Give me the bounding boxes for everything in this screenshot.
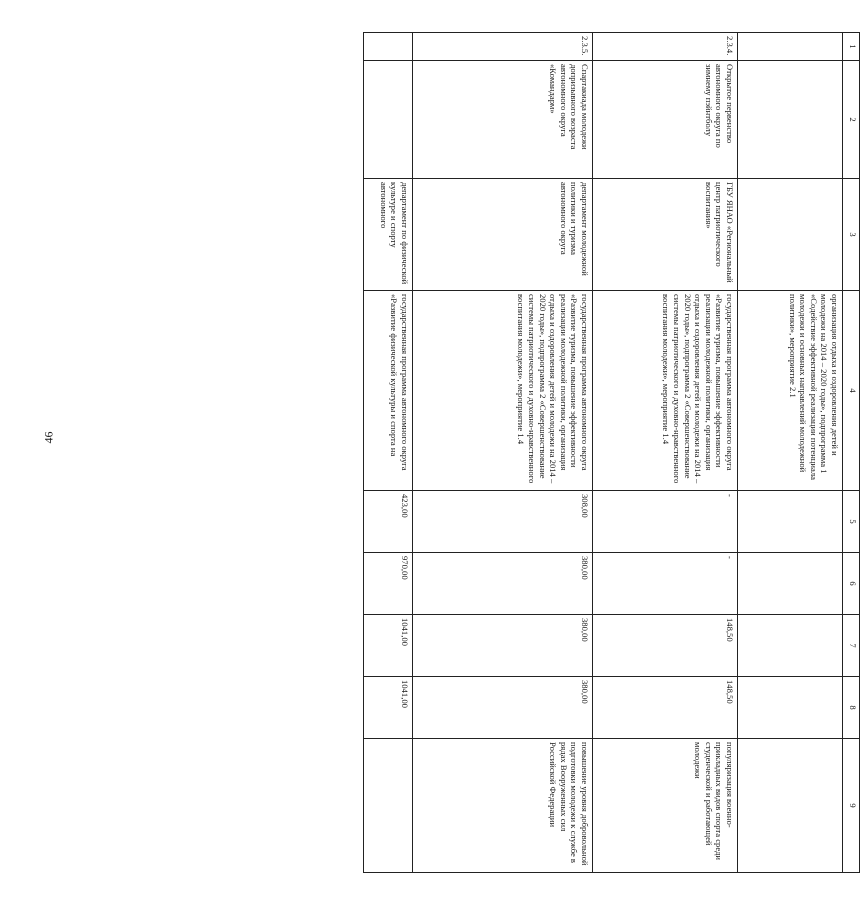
page-number: 46 (41, 431, 56, 444)
col-header-5: 5 (843, 491, 860, 553)
cell-no: 2.3.4. (593, 33, 738, 61)
cell-value-8: 380,00 (413, 677, 593, 739)
col-header-1: 1 (843, 33, 860, 61)
col-header-4: 4 (843, 291, 860, 491)
table-row (593, 33, 738, 873)
cell-result: популяризация военно-прикладных видов спорта среди студенческой и работающей молодежи (593, 739, 738, 873)
cell-value-5: - (593, 491, 738, 553)
table-row (738, 33, 843, 873)
cell-value-5 (738, 491, 843, 553)
table-row (413, 33, 593, 873)
measures-table (363, 32, 860, 873)
cell-result (364, 739, 413, 873)
cell-program: организация отдыха и оздоровления детей и молодежи на 2014 – 2020 годы», подпрограмма 1 «Содействие эффективной реализации потенциала молодежи и основных направлений молодежной политики», мероприятие 2.1 (738, 291, 843, 491)
cell-no: 2.3.5. (413, 33, 593, 61)
cell-name: Спартакиада молодежи допризывного возраста автономного округа «Командарм» (413, 61, 593, 179)
cell-value-6: - (593, 553, 738, 615)
cell-value-8: 148,50 (593, 677, 738, 739)
table-row (364, 33, 413, 873)
cell-no (738, 33, 843, 61)
col-header-3: 3 (843, 179, 860, 291)
cell-executor (738, 179, 843, 291)
cell-name (364, 61, 413, 179)
cell-value-5: 308,00 (413, 491, 593, 553)
cell-value-8: 1041,00 (364, 677, 413, 739)
cell-value-5: 423,00 (364, 491, 413, 553)
cell-program: государственная программа автономного округа «Развитие туризма, повышение эффективности реализации молодежной политики, организация отдыха и оздоровления детей и молодежи на 2014 – 2020 годы», подпрограмма 2 «Совершенствование системы патриотического и духовно-нравственного воспитания молодежи», мероприятие 1.4 (593, 291, 738, 491)
col-header-9: 9 (843, 739, 860, 873)
col-header-2: 2 (843, 61, 860, 179)
col-header-6: 6 (843, 553, 860, 615)
cell-result (738, 739, 843, 873)
cell-value-7: 1041,00 (364, 615, 413, 677)
header-row (843, 33, 860, 873)
cell-executor: департамент молодежной политики и туризма автономного округа (413, 179, 593, 291)
cell-no (364, 33, 413, 61)
cell-value-8 (738, 677, 843, 739)
cell-value-6 (738, 553, 843, 615)
cell-name (738, 61, 843, 179)
cell-result: повышение уровня добровольной подготовки молодежи к службе в рядах Вооруженных сил Российской Федерации (413, 739, 593, 873)
cell-value-7: 148,50 (593, 615, 738, 677)
cell-executor: департамент по физической культуре и спорту автономного (364, 179, 413, 291)
cell-value-7: 380,00 (413, 615, 593, 677)
cell-value-6: 970,00 (364, 553, 413, 615)
col-header-7: 7 (843, 615, 860, 677)
cell-value-7 (738, 615, 843, 677)
col-header-8: 8 (843, 677, 860, 739)
cell-value-6: 380,00 (413, 553, 593, 615)
cell-program: государственная программа автономного округа «Развитие туризма, повышение эффективности реализации молодежной политики, организация отдыха и оздоровления детей и молодежи на 2014 – 2020 годы», подпрограмма 2 «Совершенствование системы патриотического и духовно-нравственного воспитания молодежи», мероприятие 1.4 (413, 291, 593, 491)
cell-name: Открытое первенство автономного округа по зимнему пэйнтболу (593, 61, 738, 179)
rotated-table-container (340, 32, 860, 872)
cell-executor: ГБУ ЯНАО «Региональный центр патриотического воспитания» (593, 179, 738, 291)
cell-program: государственная программа автономного округа «Развитие физической культуры и спорта на (364, 291, 413, 491)
